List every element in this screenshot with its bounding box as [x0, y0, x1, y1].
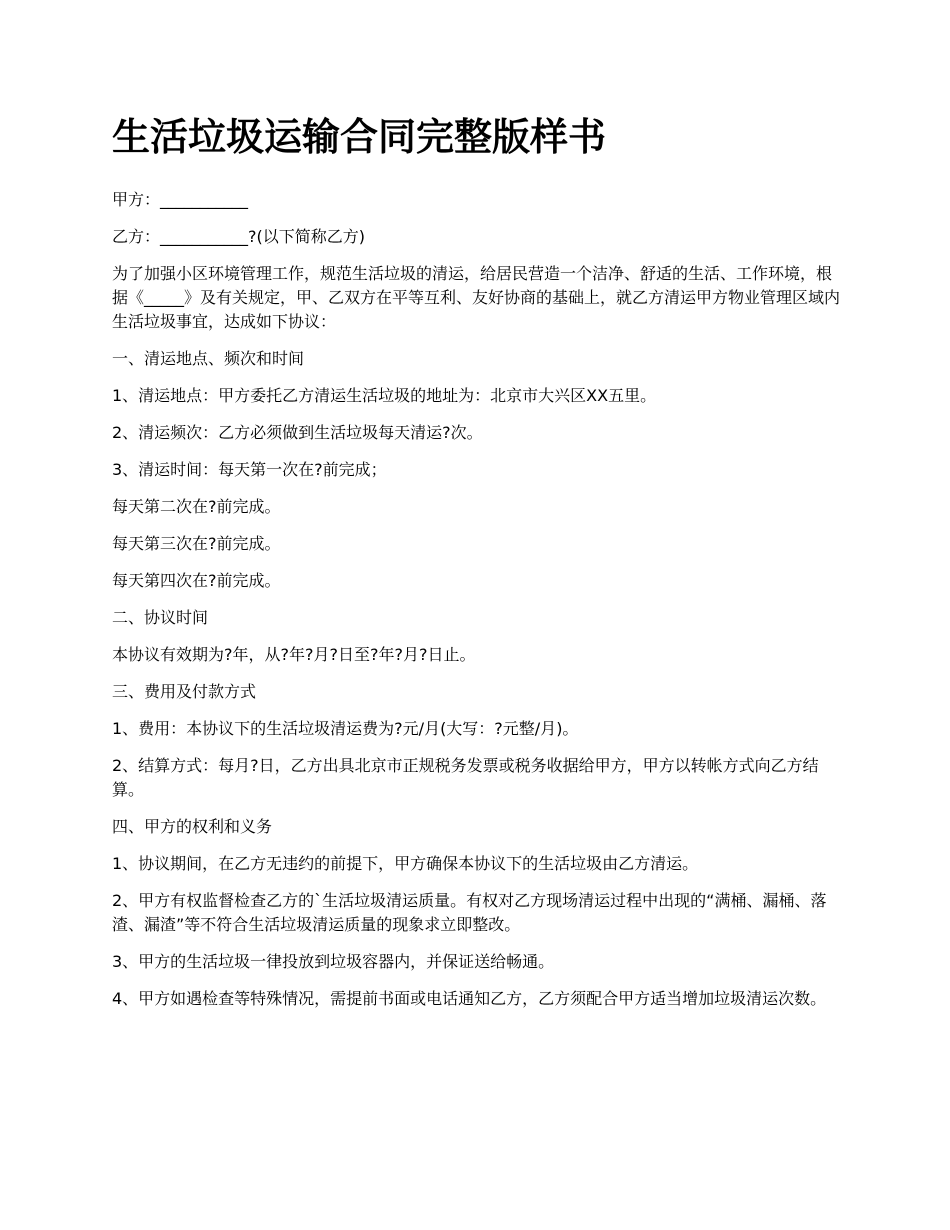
clause-4-1: 1、协议期间，在乙方无违约的前提下，甲方确保本协议下的生活垃圾由乙方清运。 [112, 854, 699, 873]
section-heading-1: 一、清运地点、频次和时间 [112, 349, 305, 368]
clause-1-3: 3、清运时间：每天第一次在?前完成； [112, 460, 387, 479]
clause-1-3-third: 每天第三次在?前完成。 [112, 534, 281, 553]
clause-1-2: 2、清运频次：乙方必须做到生活垃圾每天清运?次。 [112, 423, 483, 442]
clause-1-3-fourth: 每天第四次在?前完成。 [112, 571, 281, 590]
section-heading-3: 三、费用及付款方式 [112, 682, 257, 701]
clause-4-2: 2、甲方有权监督检查乙方的`生活垃圾清运质量。有权对乙方现场清运过程中出现的“满桶、漏桶、落渣、漏渣”等不符合生活垃圾清运质量的现象求立即整改。 [112, 891, 827, 934]
party-a-line: 甲方：___________ [112, 190, 249, 209]
clause-4-4: 4、甲方如遇检查等特殊情况，需提前书面或电话通知乙方，乙方须配合甲方适当增加垃圾清运次数。 [112, 989, 827, 1008]
clause-4-3: 3、甲方的生活垃圾一律投放到垃圾容器内，并保证送给畅通。 [112, 952, 555, 971]
section-heading-2: 二、协议时间 [112, 608, 209, 627]
document-title: 生活垃圾运输合同完整版样书 [112, 115, 607, 159]
clause-1-1: 1、清运地点：甲方委托乙方清运生活垃圾的地址为：北京市大兴区XX五里。 [112, 386, 657, 405]
clause-2-term: 本协议有效期为?年，从?年?月?日至?年?月?日止。 [112, 645, 476, 664]
section-heading-4: 四、甲方的权利和义务 [112, 817, 273, 836]
clause-3-2: 2、结算方式：每月?日，乙方出具北京市正规税务发票或税务收据给甲方，甲方以转帐方式向乙方结算。 [112, 756, 819, 799]
clause-1-3-second: 每天第二次在?前完成。 [112, 497, 281, 516]
preamble-paragraph: 为了加强小区环境管理工作，规范生活垃圾的清运，给居民营造一个洁净、舒适的生活、工作环境，根据《_____》及有关规定，甲、乙双方在平等互利、友好协商的基础上，就乙方清运甲方物业管理区域内生活垃圾事宜，达成如下协议： [112, 264, 841, 331]
clause-3-1: 1、费用：本协议下的生活垃圾清运费为?元/月(大写：?元整/月)。 [112, 719, 579, 738]
party-b-line: 乙方：___________?(以下简称乙方) [112, 227, 365, 246]
document-body [112, 188, 840, 1011]
